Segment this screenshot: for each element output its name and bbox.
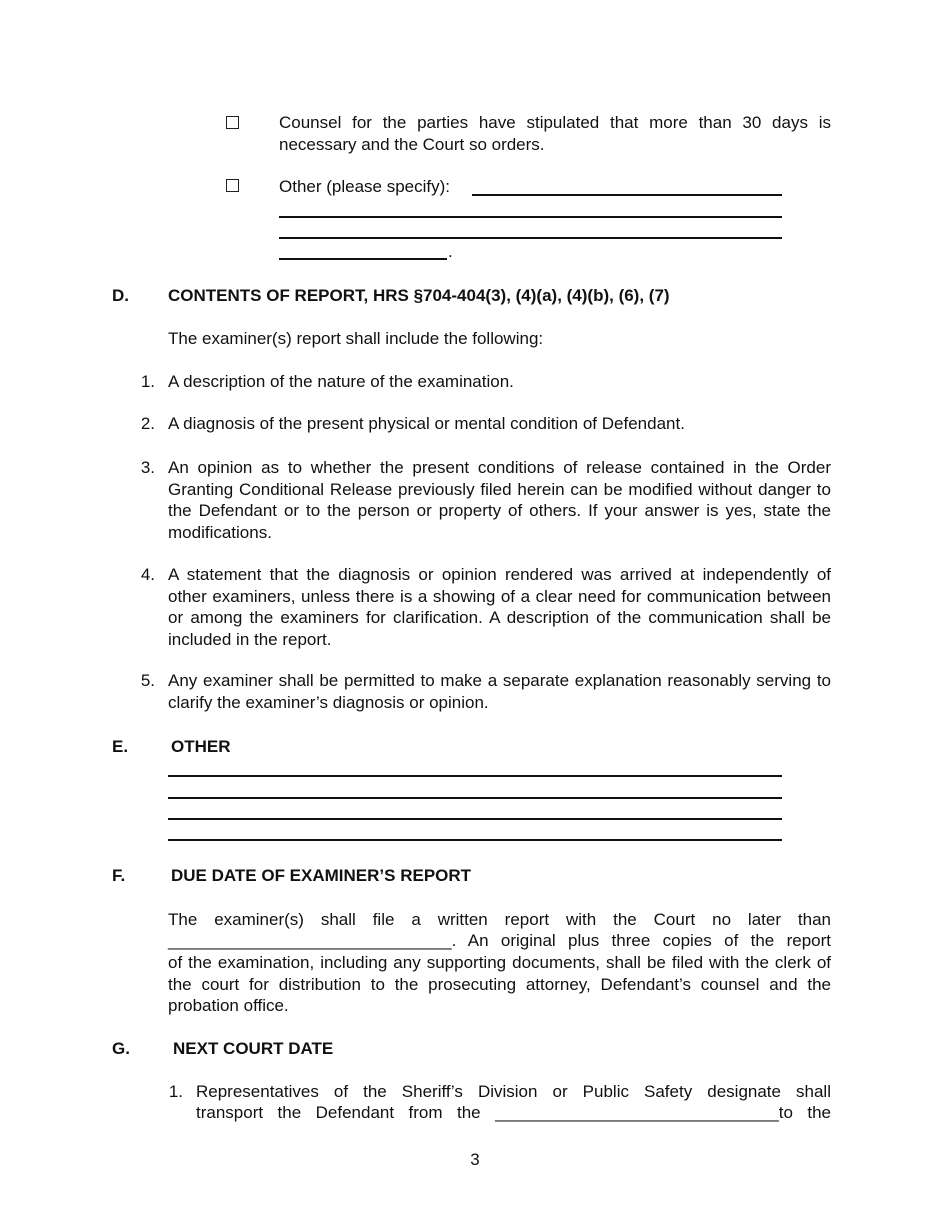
item-1-text: A description of the nature of the examination. (168, 372, 514, 391)
item-5-text: Any examiner shall be permitted to make a separate explanation reasonably serving to clarify the examiner’s diagnosis or opinion. (168, 671, 831, 712)
item-3-number: 3. (140, 458, 155, 477)
g-item-1-line-2: transport the Defendant from the ______________________________to the (196, 1103, 831, 1122)
section-e-title: OTHER (171, 737, 231, 756)
other-specify-line-4[interactable] (279, 258, 447, 260)
stipulated-text: Counsel for the parties have stipulated that more than 30 days is necessary and the Court so orders. (279, 113, 831, 154)
item-2-text: A diagnosis of the present physical or mental condition of Defendant. (168, 414, 685, 433)
other-specify-line-3[interactable] (279, 237, 782, 239)
item-5-number: 5. (140, 671, 155, 690)
other-specify-line-2[interactable] (279, 216, 782, 218)
other-line-3[interactable] (168, 818, 782, 820)
due-date-line-1: The examiner(s) shall file a written report with the Court no later than (168, 910, 831, 929)
stipulated-checkbox[interactable] (226, 116, 239, 129)
due-date-paragraph: of the examination, including any supporting documents, shall be filed with the clerk of the court for distribution to the prosecuting attorney, Defendant’s counsel and the probation office. (168, 953, 831, 1015)
other-line-1[interactable] (168, 775, 782, 777)
section-f-title: DUE DATE OF EXAMINER’S REPORT (171, 866, 472, 885)
section-d-intro: The examiner(s) report shall include the following: (168, 329, 544, 348)
other-specify-period: . (448, 242, 453, 261)
item-4-text: A statement that the diagnosis or opinion rendered was arrived at independently of other examiners, unless there is a showing of a clear need for communication between or among the examiners for clarification. A description of the communication shall be included in the report. (168, 565, 831, 649)
item-3-text: An opinion as to whether the present conditions of release contained in the Order Granting Conditional Release previously filed herein can be modified without danger to the Defendant or to the person or property of others. If your answer is yes, state the modifications. (168, 458, 831, 542)
other-label: Other (please specify): (279, 177, 451, 196)
other-line-4[interactable] (168, 839, 782, 841)
section-e-letter: E. (112, 737, 129, 756)
g-item-1-line-1: Representatives of the Sheriff’s Division or Public Safety designate shall (196, 1082, 831, 1101)
section-g-letter: G. (112, 1039, 130, 1058)
page-number: 3 (470, 1150, 480, 1169)
item-2-number: 2. (140, 414, 155, 433)
section-f-letter: F. (112, 866, 126, 885)
item-1-number: 1. (140, 372, 155, 391)
item-4-number: 4. (140, 565, 155, 584)
other-specify-line-1[interactable] (472, 194, 782, 196)
section-g-title: NEXT COURT DATE (173, 1039, 334, 1058)
other-checkbox[interactable] (226, 179, 239, 192)
section-d-title: CONTENTS OF REPORT, HRS §704-404(3), (4)(a), (4)(b), (6), (7) (168, 286, 670, 305)
g-item-1-number: 1. (168, 1082, 183, 1101)
section-d-letter: D. (112, 286, 129, 305)
other-line-2[interactable] (168, 797, 782, 799)
due-date-line-2: ______________________________. An original plus three copies of the report (168, 931, 831, 950)
